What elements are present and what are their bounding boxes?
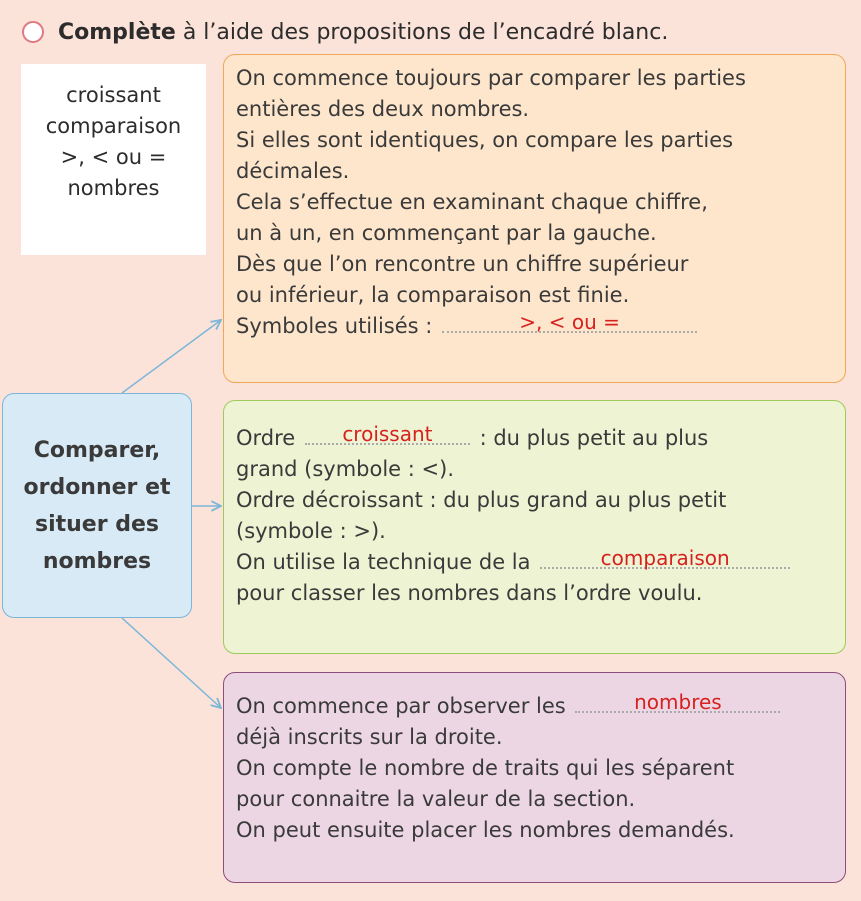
text-line: [236, 691, 835, 722]
text-fragment: On utilise la technique de la: [236, 550, 531, 574]
answer-blank[interactable]: [540, 546, 790, 570]
answer-nombres: nombres: [634, 690, 722, 714]
central-topic-line: ordonner et: [23, 474, 171, 500]
central-topic-line: Comparer,: [33, 437, 161, 463]
text-line: pour classer les nombres dans l’ordre voulu.: [236, 581, 703, 605]
text-line: (symbole : >).: [236, 519, 386, 543]
purple-number-line-box: [223, 672, 846, 883]
text-line: Si elles sont identiques, on compare les parties: [236, 128, 734, 152]
text-line: Cela s’effectue en examinant chaque chiffre,: [236, 190, 708, 214]
answer-blank[interactable]: [575, 690, 780, 714]
text-fragment: : du plus petit au plus: [479, 426, 709, 450]
word-option: croissant: [66, 83, 161, 107]
answer-comparaison: comparaison: [600, 546, 730, 570]
arrow-to-purple-box: [122, 618, 221, 708]
answer-blank[interactable]: [442, 310, 697, 334]
text-line: On commence toujours par comparer les parties: [236, 66, 746, 90]
instruction-rest: à l’aide des propositions de l’encadré blanc.: [175, 19, 669, 45]
word-option: nombres: [67, 176, 160, 200]
text-line: décimales.: [236, 159, 350, 183]
answer-blank[interactable]: [305, 422, 470, 446]
word-option: >, < ou =: [60, 145, 167, 169]
text-line: pour connaitre la valeur de la section.: [236, 787, 636, 811]
symbols-line: [236, 311, 835, 342]
text-fragment: Ordre: [236, 426, 296, 450]
answer-croissant: croissant: [342, 422, 433, 446]
text-line: On compte le nombre de traits qui les séparent: [236, 756, 735, 780]
central-topic-line: nombres: [42, 548, 152, 574]
central-topic-line: situer des: [34, 511, 159, 537]
green-order-box: [223, 400, 846, 654]
text-line: un à un, en commençant par la gauche.: [236, 221, 657, 245]
text-line: On peut ensuite placer les nombres demandés.: [236, 818, 735, 842]
word-option: comparaison: [45, 114, 182, 138]
text-line: [236, 423, 835, 454]
text-line: grand (symbole : <).: [236, 457, 454, 481]
text-line: ou inférieur, la comparaison est finie.: [236, 283, 630, 307]
text-line: entières des deux nombres.: [236, 97, 530, 121]
central-topic-box: [2, 393, 192, 618]
text-line: [236, 547, 835, 578]
arrow-to-orange-box: [122, 320, 221, 393]
symbols-prefix: Symboles utilisés :: [236, 314, 433, 338]
answer-symbols: >, < ou =: [519, 310, 620, 334]
text-line: déjà inscrits sur la droite.: [236, 725, 503, 749]
text-line: Dès que l’on rencontre un chiffre supérieur: [236, 252, 689, 276]
text-fragment: On commence par observer les: [236, 694, 566, 718]
instruction-bold: Complète: [58, 19, 176, 45]
text-line: Ordre décroissant : du plus grand au plus petit: [236, 488, 727, 512]
orange-comparison-box: [223, 54, 846, 383]
